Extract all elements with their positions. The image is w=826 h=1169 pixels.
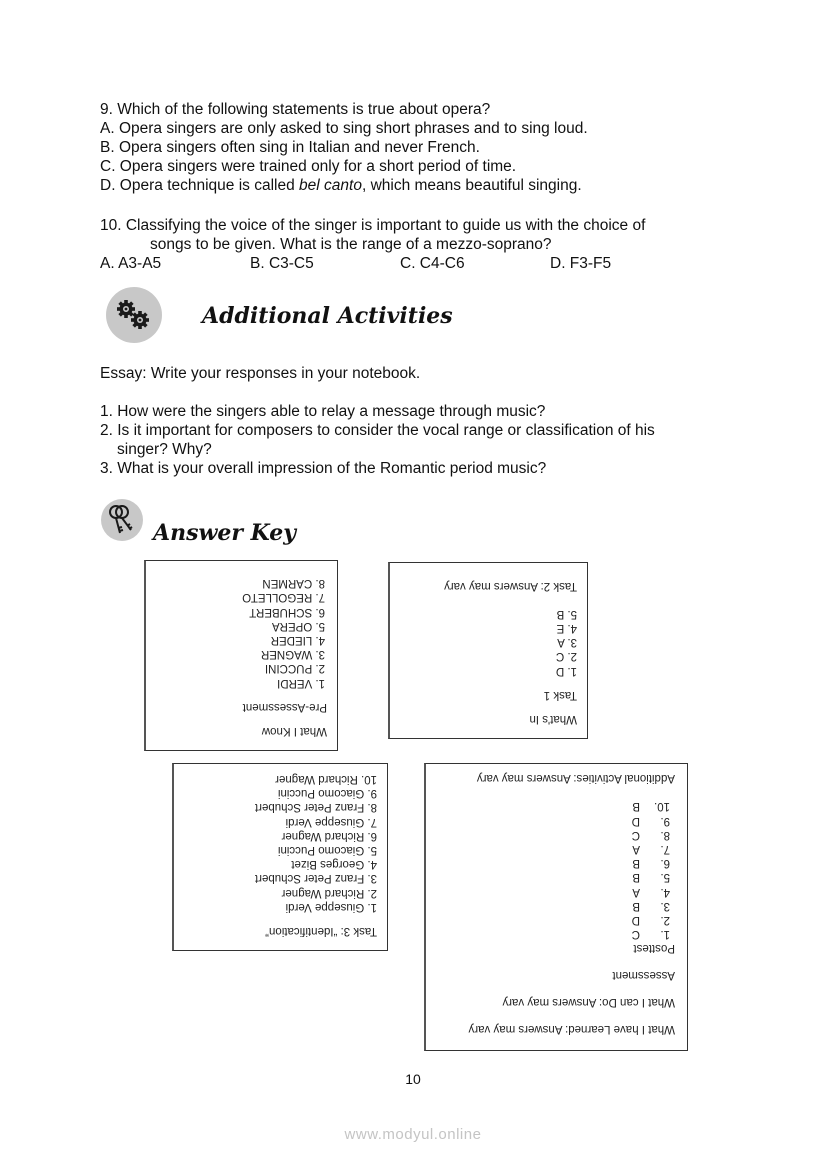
answer-box-whats-in — [388, 562, 588, 739]
task-3-heading: Task 3: “Identification” — [265, 925, 377, 937]
answer-item: 2. PUCCINI — [264, 662, 325, 675]
answer-item: 2. Richard Wagner — [281, 886, 377, 899]
answer-item: 4. LIEDER — [270, 633, 325, 646]
answer-item: 2. C — [555, 650, 577, 663]
answer-item: 10. Richard Wagner — [275, 772, 377, 785]
answer-box-what-i-know — [144, 560, 338, 751]
answer-item: 6. Richard Wagner — [281, 829, 377, 842]
watermark: www.modyul.online — [344, 1126, 482, 1143]
answer-item: 3. Franz Peter Schubert — [254, 872, 377, 885]
answer-item: 8. Franz Peter Schubert — [254, 801, 377, 814]
posttest-answer: 6. B — [632, 857, 670, 870]
what-i-know-heading: What I Know — [261, 725, 327, 737]
posttest-answer: 10. B — [632, 800, 670, 813]
answer-item: 6. SCHUBERT — [249, 605, 325, 618]
answer-item: 7. REGOLLETO — [242, 591, 325, 604]
assessment-label: Assessment — [612, 968, 675, 981]
essay-item-2: 2. Is it important for composers to consider the vocal range or classification of his — [100, 422, 655, 439]
answer-key-title: Answer Key — [153, 520, 297, 546]
additional-activities-answer: Additional Activities: Answers may vary — [476, 772, 675, 785]
additional-activities-title: Additional Activities — [202, 303, 453, 329]
question-10-stem-line1: 10. Classifying the voice of the singer is important to guide us with the choice of — [100, 217, 646, 234]
option-d-italic-term: bel canto — [299, 177, 362, 194]
answer-item: 3. A — [557, 636, 577, 649]
task-1-label: Task 1 — [543, 688, 577, 701]
answer-item: 1. Giuseppe Verdi — [285, 900, 377, 913]
answer-item: 4. Georges Bizet — [291, 858, 377, 871]
answer-item: 1. VERDI — [277, 676, 325, 689]
answer-item: 9. Giacomo Puccini — [277, 787, 377, 800]
whats-in-heading: What's In — [529, 713, 577, 725]
essay-item-2-cont: singer? Why? — [117, 441, 212, 458]
page-number: 10 — [405, 1071, 421, 1087]
answer-item: 5. OPERA — [271, 619, 325, 632]
pre-assessment-label: Pre-Assessment — [242, 700, 327, 713]
choice-c: C. C4-C6 — [400, 255, 465, 272]
question-9-option-c: C. Opera singers were trained only for a short period of time. — [100, 158, 517, 175]
posttest-label: Posttest — [633, 942, 675, 955]
posttest-answer: 4. A — [632, 885, 670, 898]
answer-box-assessment — [424, 763, 688, 1051]
answer-item: 7. Giuseppe Verdi — [285, 815, 377, 828]
essay-instruction: Essay: Write your responses in your notebook. — [100, 365, 421, 382]
question-10-stem-line2: songs to be given. What is the range of a mezzo-soprano? — [150, 236, 552, 253]
choice-d: D. F3-F5 — [550, 255, 612, 272]
what-i-have-learned: What I have Learned: Answers may vary — [468, 1023, 675, 1035]
question-9-option-b: B. Opera singers often sing in Italian and never French. — [100, 139, 480, 156]
posttest-answer: 1. C — [631, 928, 670, 941]
question-10-choices — [100, 254, 700, 273]
answer-item: 8. CARMEN — [262, 577, 325, 590]
posttest-answer: 7. A — [632, 842, 670, 855]
essay-questions — [100, 402, 655, 478]
question-10 — [100, 216, 700, 273]
essay-item-3: 3. What is your overall impression of the Romantic period music? — [100, 460, 547, 477]
posttest-answer: 9. D — [631, 814, 670, 827]
keys-icon — [101, 499, 143, 541]
posttest-answer: 8. C — [631, 828, 670, 841]
question-9 — [100, 100, 588, 195]
choice-b: B. C3-C5 — [250, 255, 314, 272]
answer-box-task-3 — [172, 763, 388, 951]
answer-item: 5. Giacomo Puccini — [277, 843, 377, 856]
task-2-label: Task 2: Answers may vary — [444, 579, 577, 592]
question-9-option-a: A. Opera singers are only asked to sing short phrases and to sing loud. — [100, 120, 588, 137]
answer-item: 5. B — [556, 607, 577, 620]
essay-item-1: 1. How were the singers able to relay a message through music? — [100, 403, 546, 420]
what-i-can-do: What I can Do: Answers may vary — [502, 995, 675, 1008]
option-d-suffix: , which means beautiful singing. — [361, 177, 582, 194]
answer-item: 1. D — [555, 664, 577, 677]
choice-a: A. A3-A5 — [100, 255, 162, 272]
question-9-option-d — [100, 176, 588, 195]
posttest-answer: 3. B — [632, 899, 670, 912]
gears-icon — [106, 287, 162, 343]
option-d-prefix: D. Opera technique is called — [100, 177, 300, 194]
answer-item: 4. E — [556, 621, 577, 634]
question-9-stem: 9. Which of the following statements is true about opera? — [100, 101, 491, 118]
posttest-answer: 2. D — [631, 913, 670, 926]
answer-item: 3. WAGNER — [260, 648, 325, 661]
posttest-answer: 5. B — [632, 871, 670, 884]
